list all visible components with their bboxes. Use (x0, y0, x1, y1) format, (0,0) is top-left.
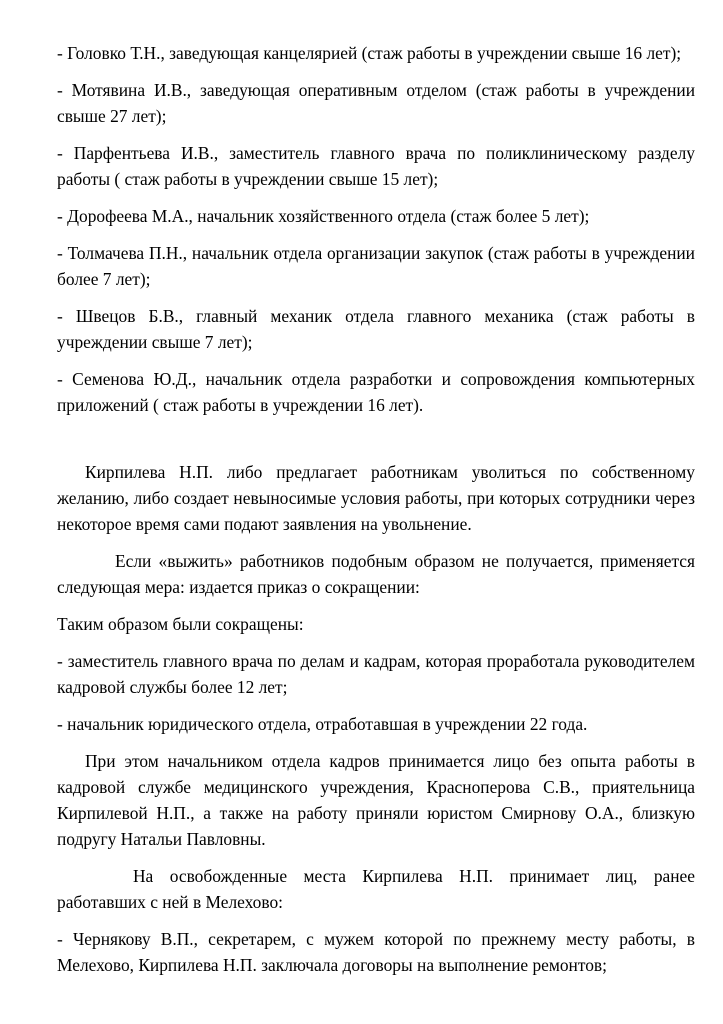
staff-list-item: - Семенова Ю.Д., начальник отдела разработки и сопровождения компьютерных приложений ( стаж работы в учреждении 16 лет). (57, 369, 695, 415)
staff-list-item: - Головко Т.Н., заведующая канцелярией (стаж работы в учреждении свыше 16 лет); (57, 43, 682, 63)
paragraph-reduced-intro: Таким образом были сокращены: (57, 614, 304, 634)
reduced-list-item: - начальник юридического отдела, отработавшая в учреждении 22 года. (57, 714, 588, 734)
paragraph-measure: Если «выжить» работников подобным образом не получается, применяется следующая мера: издается приказ о сокращении: (57, 551, 695, 597)
staff-list-item: - Мотявина И.В., заведующая оперативным отделом (стаж работы в учреждении свыше 27 лет); (57, 80, 695, 126)
hired-list-item: - Чернякову В.П., секретарем, с мужем которой по прежнему месту работы, в Мелехово, Кирпилева Н.П. заключала договоры на выполнение ремонтов; (57, 929, 695, 975)
staff-list-item: - Дорофеева М.А., начальник хозяйственного отдела (стаж более 5 лет); (57, 206, 590, 226)
paragraph-vacancies: На освобожденные места Кирпилева Н.П. принимает лиц, ранее работавших с ней в Мелехово: (57, 866, 695, 912)
staff-list-item: - Толмачева П.Н., начальник отдела организации закупок (стаж работы в учреждении более 7 лет); (57, 243, 695, 289)
paragraph-hiring: При этом начальником отдела кадров принимается лицо без опыта работы в кадровой службе медицинского учреждения, Красноперова С.В., приятельница Кирпилевой Н.П., а также на работу приняли юристом Смирнову О.А., близкую подругу Натальи Павловны. (57, 751, 695, 849)
staff-list-item: - Швецов Б.В., главный механик отдела главного механика (стаж работы в учреждении свыше 7 лет); (57, 306, 695, 352)
reduced-list-item: - заместитель главного врача по делам и кадрам, которая проработала руководителем кадровой службы более 12 лет; (57, 651, 695, 697)
paragraph-dismissal: Кирпилева Н.П. либо предлагает работникам уволиться по собственному желанию, либо создает невыносимые условия работы, при которых сотрудники через некоторое время сами подают заявления на увольнение. (57, 462, 695, 534)
staff-list-item: - Парфентьева И.В., заместитель главного врача по поликлиническому разделу работы ( стаж работы в учреждении свыше 15 лет); (57, 143, 695, 189)
